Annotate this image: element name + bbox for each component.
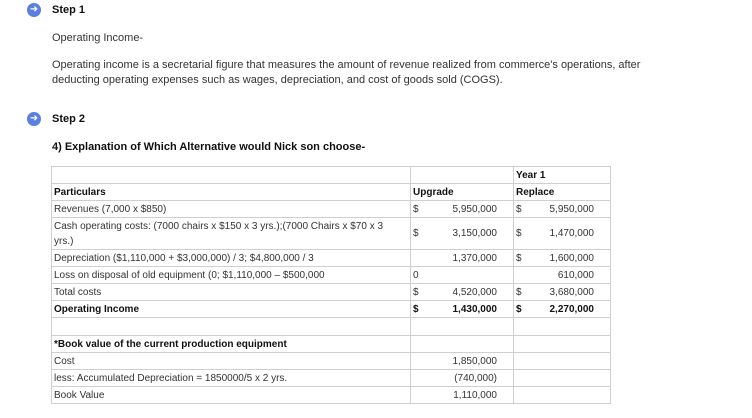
revenues-replace: 5,950,000 (549, 203, 594, 215)
currency-symbol: $ (516, 203, 522, 215)
table-row (52, 318, 611, 336)
table-row (52, 250, 611, 267)
revenues-upgrade: 5,950,000 (452, 203, 497, 215)
currency-symbol: $ (413, 303, 419, 315)
particulars-header: Particulars (52, 184, 411, 201)
table-row (52, 167, 611, 184)
currency-symbol: $ (413, 286, 419, 298)
definition-line-1: Operating income is a secretarial figure that measures the amount of revenue realized from commerce's operations, after (52, 59, 641, 71)
currency-symbol: $ (516, 228, 522, 239)
definition-line-2: deducting operating expenses such as wages, depreciation, and cost of goods sold (COGS). (52, 74, 503, 86)
table-row (52, 184, 611, 201)
operating-replace: 2,270,000 (549, 303, 594, 315)
step-2-title: Step 2 (52, 113, 86, 125)
table-row (52, 301, 611, 318)
cost-label: Cost (52, 353, 411, 370)
loss-label: Loss on disposal of old equipment (0; $1,110,000 – $500,000 (52, 267, 411, 284)
table-row (52, 336, 611, 353)
operating-income-label: Operating Income (52, 301, 411, 318)
step-1-arrow-icon: ➜ (27, 3, 41, 17)
cash-costs-upgrade: 3,150,000 (452, 228, 497, 239)
currency-symbol: $ (516, 286, 522, 298)
currency-symbol: $ (413, 228, 419, 239)
book-value-value: 1,110,000 (453, 389, 497, 401)
cash-costs-label: Cash operating costs: (7000 chairs x $150 x 3 yrs.);(7000 Chairs x $70 x 3 (54, 220, 384, 232)
replace-header: Replace (514, 184, 611, 201)
operating-income-heading: Operating Income- (52, 32, 144, 44)
alternatives-table (51, 166, 611, 404)
currency-symbol: $ (516, 252, 522, 264)
total-costs-label: Total costs (52, 284, 411, 301)
loss-upgrade: 0 (411, 267, 514, 284)
operating-upgrade: 1,430,000 (452, 303, 497, 315)
step-2-subtitle: 4) Explanation of Which Alternative would Nick son choose- (52, 141, 366, 153)
table-row (52, 353, 611, 370)
year-header: Year 1 (514, 167, 611, 184)
cash-costs-replace: 1,470,000 (549, 228, 594, 239)
cash-costs-label-cont: yrs.) (54, 235, 74, 247)
table-row (52, 267, 611, 284)
currency-symbol: $ (516, 303, 522, 315)
step-1-title: Step 1 (52, 4, 86, 16)
table-row (52, 387, 611, 404)
total-replace: 3,680,000 (549, 286, 594, 298)
accumulated-depreciation-value: (740,000) (454, 372, 497, 384)
revenues-label: Revenues (7,000 x $850) (52, 201, 411, 218)
loss-replace: 610,000 (557, 269, 594, 281)
depreciation-label: Depreciation ($1,110,000 + $3,000,000) / 3; $4,800,000 / 3 (52, 250, 411, 267)
book-value-label: Book Value (52, 387, 411, 404)
table-row (52, 201, 611, 218)
book-value-heading: *Book value of the current production equipment (52, 336, 411, 353)
accumulated-depreciation-label: less: Accumulated Depreciation = 1850000/5 x 2 yrs. (52, 370, 411, 387)
table-row (52, 218, 611, 250)
upgrade-header: Upgrade (411, 184, 514, 201)
step-2-arrow-icon: ➜ (27, 112, 41, 126)
currency-symbol: $ (413, 203, 419, 215)
total-upgrade: 4,520,000 (452, 286, 497, 298)
cost-value: 1,850,000 (452, 355, 497, 367)
depreciation-replace: 1,600,000 (549, 252, 594, 264)
table-row (52, 370, 611, 387)
depreciation-upgrade: 1,370,000 (452, 252, 497, 264)
table-row (52, 284, 611, 301)
